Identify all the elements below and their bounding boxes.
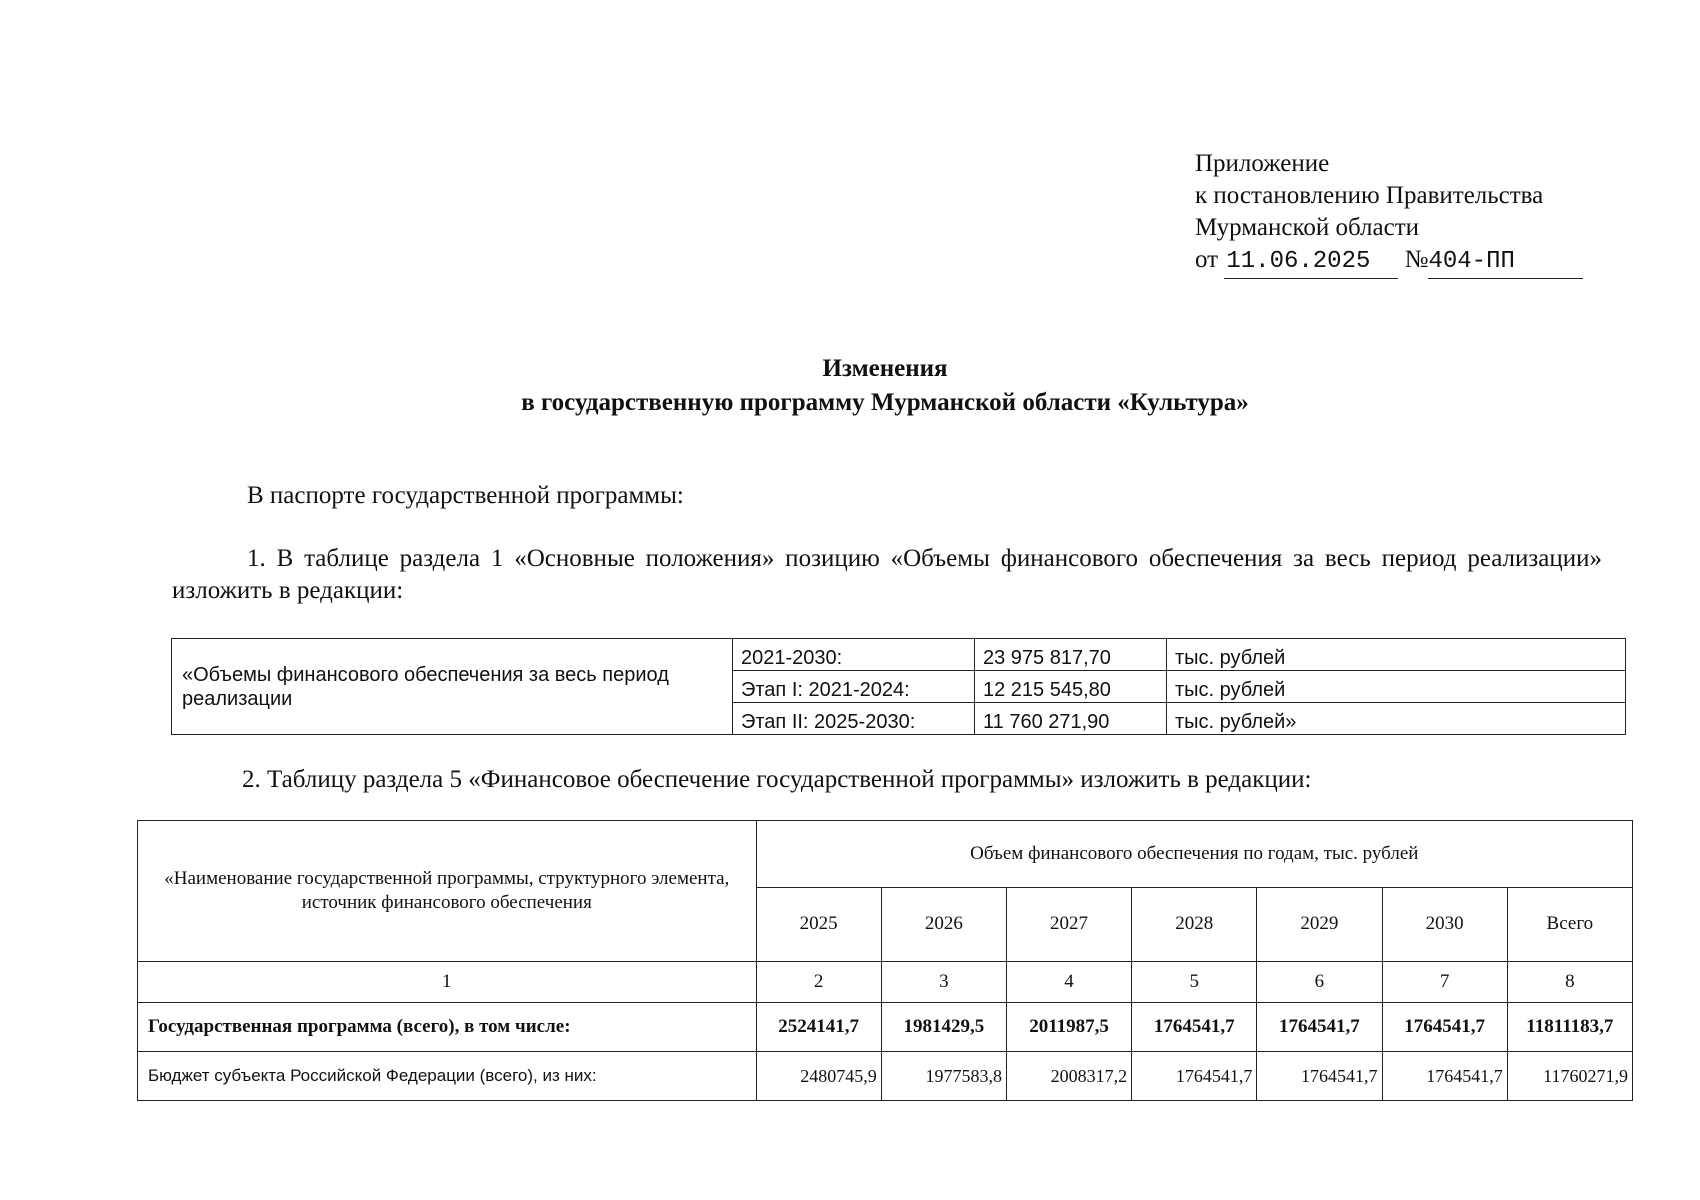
column-number: 7 (1382, 962, 1507, 1003)
financing-table (137, 820, 1633, 1101)
column-number: 1 (138, 962, 757, 1003)
column-number: 4 (1006, 962, 1131, 1003)
title-line-1: Изменения (822, 355, 948, 382)
unit-cell: тыс. рублей» (1167, 703, 1626, 735)
period-cell: Этап II: 2025-2030: (733, 703, 975, 735)
row-value: 1764541,7 (1132, 1003, 1257, 1052)
value-cell: 11 760 271,90 (975, 703, 1167, 735)
row-value: 1981429,5 (881, 1003, 1006, 1052)
appendix-line-2: к постановлению Правительства (1195, 182, 1544, 209)
column-number: 5 (1132, 962, 1257, 1003)
decree-date: 11.06.2025 (1226, 248, 1371, 275)
table-header-row (138, 821, 1633, 888)
year-header: 2030 (1382, 887, 1507, 961)
year-header: 2025 (756, 887, 881, 961)
number-label: № (1404, 246, 1429, 273)
table-row (172, 639, 1626, 671)
row-value: 1764541,7 (1132, 1052, 1257, 1101)
column-numbers-row (138, 962, 1633, 1003)
column-number: 6 (1257, 962, 1382, 1003)
unit-cell: тыс. рублей (1167, 671, 1626, 703)
row-value: 1764541,7 (1257, 1052, 1382, 1101)
column-number: 2 (756, 962, 881, 1003)
appendix-title: Приложение (1195, 150, 1330, 177)
item-1-paragraph: 1. В таблице раздела 1 «Основные положения» позицию «Объемы финансового обеспечения за весь период реализации» изложить в редакции: (172, 545, 1602, 604)
row-value: 2480745,9 (756, 1052, 881, 1101)
document-title (0, 352, 1700, 420)
item-2-paragraph: 2. Таблицу раздела 5 «Финансовое обеспечение государственной программы» изложить в редакции: (242, 766, 1312, 793)
row-value: 1977583,8 (881, 1052, 1006, 1101)
year-header: 2029 (1257, 887, 1382, 961)
header-name-cell: «Наименование государственной программы, структурного элемента, источник финансового обеспечения (138, 821, 757, 962)
row-name: Государственная программа (всего), в том числе: (138, 1003, 757, 1052)
row-name: Бюджет субъекта Российской Федерации (всего), из них: (138, 1052, 757, 1101)
period-cell: Этап I: 2021-2024: (733, 671, 975, 703)
value-cell: 12 215 545,80 (975, 671, 1167, 703)
row-value: 1764541,7 (1382, 1003, 1507, 1052)
decree-number: 404-ПП (1428, 248, 1515, 275)
year-header: 2026 (881, 887, 1006, 961)
position-name-cell: «Объемы финансового обеспечения за весь период реализации (172, 639, 733, 735)
row-total: 11811183,7 (1507, 1003, 1632, 1052)
funding-summary-table (171, 638, 1626, 735)
table-row (138, 1003, 1633, 1052)
unit-cell: тыс. рублей (1167, 639, 1626, 671)
row-value: 1764541,7 (1382, 1052, 1507, 1101)
column-number: 8 (1507, 962, 1632, 1003)
total-header: Всего (1507, 887, 1632, 961)
row-value: 2524141,7 (756, 1003, 881, 1052)
row-value: 1764541,7 (1257, 1003, 1382, 1052)
row-total: 11760271,9 (1507, 1052, 1632, 1101)
intro-paragraph: В паспорте государственной программы: (247, 482, 684, 509)
appendix-block (1195, 148, 1583, 279)
title-line-2: в государственную программу Мурманской области «Культура» (521, 389, 1249, 416)
period-cell: 2021-2030: (733, 639, 975, 671)
row-value: 2011987,5 (1006, 1003, 1131, 1052)
from-label: от (1195, 246, 1219, 273)
column-number: 3 (881, 962, 1006, 1003)
table-row (138, 1052, 1633, 1101)
appendix-date-line (1195, 244, 1583, 279)
appendix-line-3: Мурманской области (1195, 214, 1420, 241)
row-value: 2008317,2 (1006, 1052, 1131, 1101)
year-header: 2028 (1132, 887, 1257, 961)
value-cell: 23 975 817,70 (975, 639, 1167, 671)
header-group-cell: Объем финансового обеспечения по годам, тыс. рублей (756, 821, 1632, 888)
year-header: 2027 (1006, 887, 1131, 961)
